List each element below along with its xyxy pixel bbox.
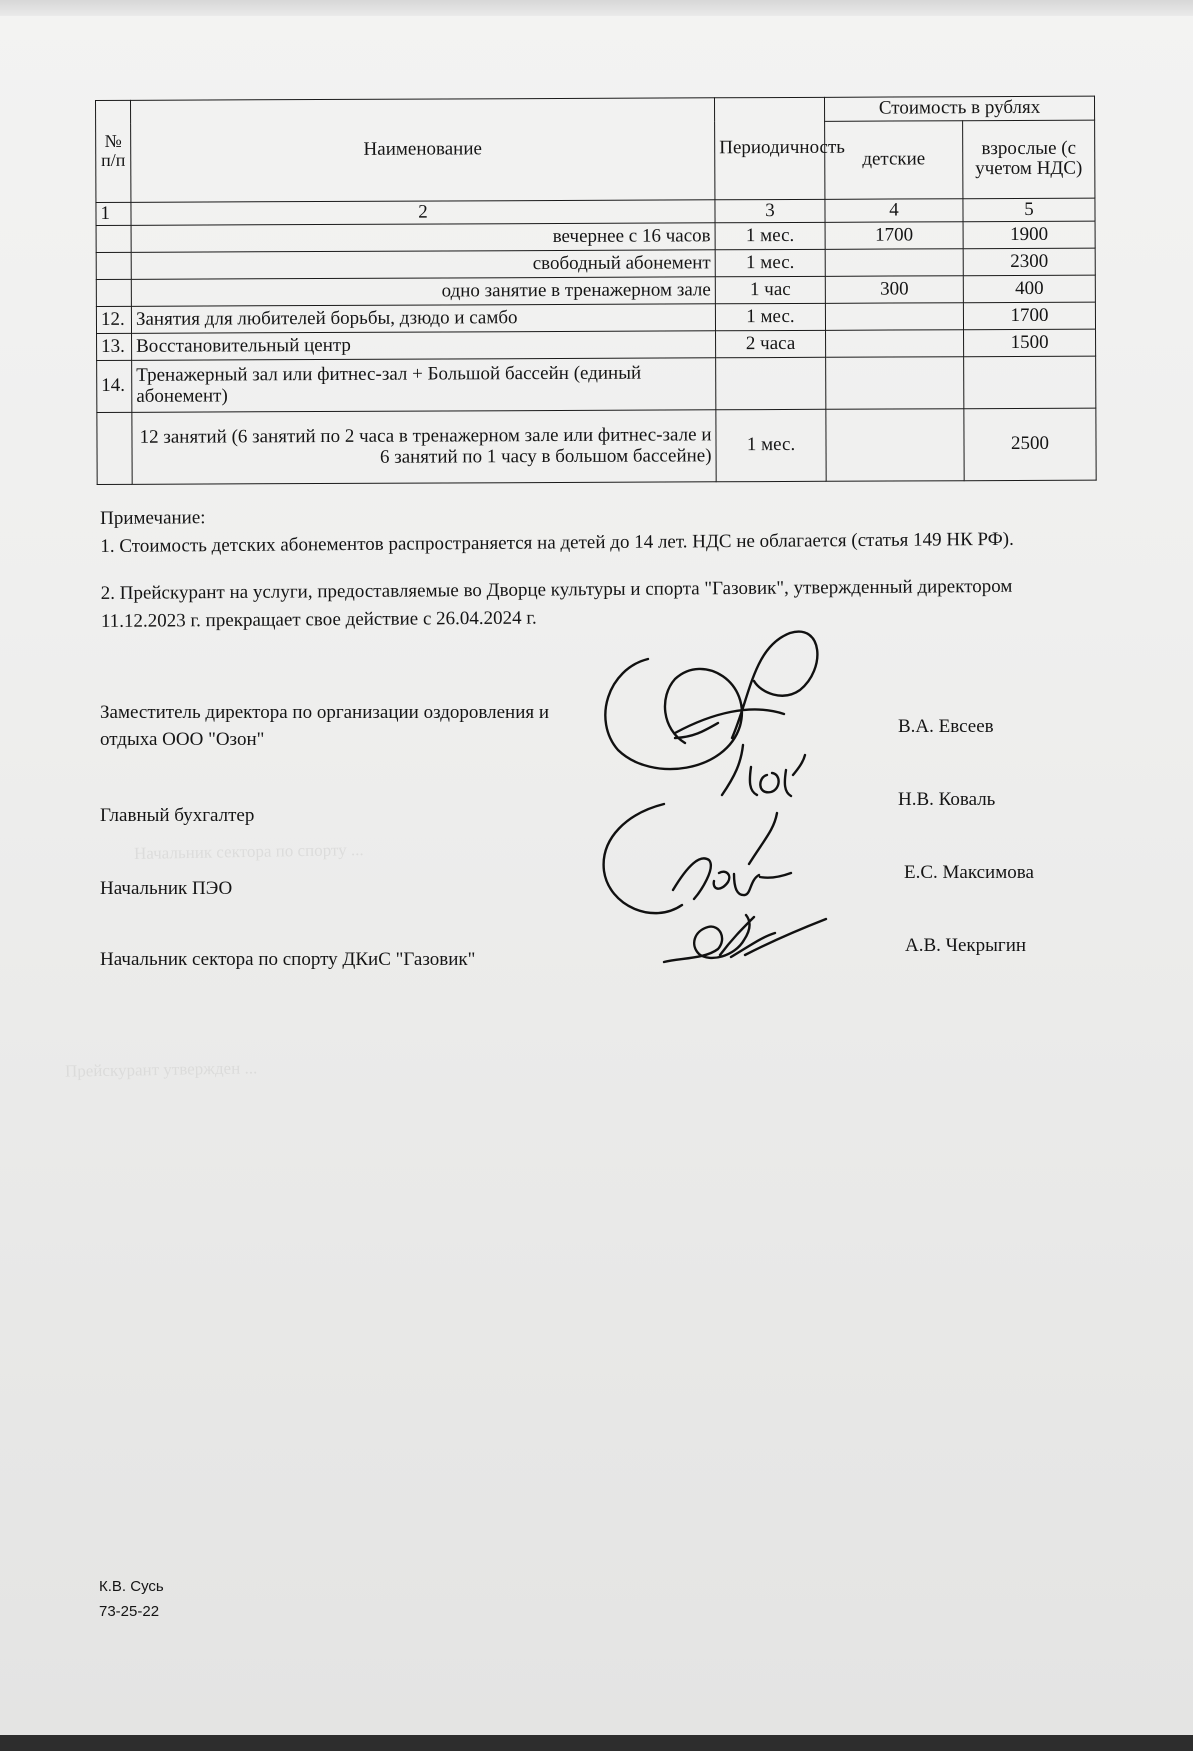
table-row <box>96 302 1095 333</box>
author-phone: 73-25-22 <box>99 1602 160 1620</box>
row-period: 1 мес. <box>716 409 826 481</box>
index-cell-2: 2 <box>131 199 715 225</box>
row-service-name: Тренажерный зал или фитнес-зал + Большой бассейн (единый абонемент) <box>132 358 716 413</box>
header-adult-price: взрослые (с учетом НДС) <box>963 120 1095 199</box>
row-adult-price: 2500 <box>964 408 1096 481</box>
index-cell-4: 4 <box>825 198 963 222</box>
row-period: 1 мес. <box>715 303 825 330</box>
author-name: К.В. Сусь <box>99 1578 164 1595</box>
row-service-name: Восстановительный центр <box>132 331 716 361</box>
signatory-name-3: Е.С. Максимова <box>904 862 1034 883</box>
row-number <box>96 225 131 252</box>
signatory-position-4: Начальник сектора по спорту ДКиС "Газовик" <box>100 949 476 970</box>
row-number: 13. <box>97 333 132 360</box>
row-period: 1 час <box>715 276 825 303</box>
row-period: 1 мес. <box>715 249 825 276</box>
header-number: № п/п <box>96 100 131 202</box>
row-children-price <box>825 249 963 277</box>
row-service-name: Занятия для любителей борьбы, дзюдо и самбо <box>131 304 715 334</box>
row-children-price: 300 <box>825 276 963 304</box>
row-adult-price: 400 <box>963 275 1095 303</box>
signatory-name-1: В.А. Евсеев <box>898 716 994 737</box>
row-adult-price: 1700 <box>963 302 1095 330</box>
notes-section <box>100 497 1091 635</box>
note-item-2: 2. Прейскурант на услуги, предоставляемые во Дворце культуры и спорта "Газовик", утвержденный директором 11.12.2023 г. прекращает свое действие с 26.04.2024 г. <box>100 575 1013 632</box>
signatory-position-1: Заместитель директора по организации оздоровления и отдыха ООО "Озон" <box>100 702 550 750</box>
note-item-1: 1. Стоимость детских абонементов распространяется на детей до 14 лет. НДС не облагается (статья 149 НК РФ). <box>100 528 1014 557</box>
row-number <box>96 279 131 306</box>
row-adult-price <box>964 356 1096 409</box>
signature-chekrygin <box>664 915 826 962</box>
price-table <box>95 96 1097 485</box>
row-number: 12. <box>96 306 131 333</box>
index-cell-5: 5 <box>963 198 1095 222</box>
signatory-name-4: А.В. Чекрыгин <box>905 935 1027 956</box>
row-number: 14. <box>97 360 132 412</box>
row-children-price <box>825 303 963 331</box>
signature-maksimova <box>604 804 791 913</box>
row-children-price <box>826 330 964 358</box>
row-service-name: 12 занятий (6 занятий по 2 часа в тренажерном зале или фитнес-зале и 6 занятий по 1 часу в большом бассейне) <box>132 410 716 485</box>
row-adult-price: 1500 <box>964 329 1096 357</box>
reverse-side-faint-text: Начальник сектора по спорту ... <box>133 839 364 864</box>
signature-koval <box>722 745 805 796</box>
header-period: Периодичность <box>714 97 824 199</box>
table-row <box>97 408 1096 484</box>
signatory-position-2: Главный бухгалтер <box>100 805 255 826</box>
row-adult-price: 1900 <box>963 221 1095 249</box>
footer-author-block <box>99 1575 164 1625</box>
header-cost-group: Стоимость в рублях <box>824 96 1094 121</box>
table-row <box>97 329 1096 360</box>
row-children-price <box>826 357 964 410</box>
handwritten-signatures <box>600 625 930 985</box>
table-row <box>96 221 1095 252</box>
signatory-name-2: Н.В. Коваль <box>898 789 996 810</box>
reverse-side-faint-text: Прейскурант утвержден ... <box>64 1058 258 1081</box>
row-children-price: 1700 <box>825 222 963 250</box>
row-service-name: свободный абонемент <box>131 250 715 280</box>
row-number <box>96 252 131 279</box>
row-service-name: одно занятие в тренажерном зале <box>131 277 715 307</box>
table-row <box>96 275 1095 306</box>
notes-title: Примечание: <box>100 507 206 529</box>
table-row <box>96 248 1095 279</box>
row-period: 2 часа <box>716 330 826 357</box>
row-service-name: вечернее с 16 часов <box>131 223 715 253</box>
signature-evseev <box>605 632 817 769</box>
header-children-price: детские <box>825 120 963 199</box>
scan-bottom-border <box>0 1735 1193 1751</box>
row-period: 1 мес. <box>715 222 825 249</box>
row-period <box>716 357 826 409</box>
header-name: Наименование <box>131 98 715 202</box>
row-children-price <box>826 409 964 482</box>
row-number <box>97 412 132 484</box>
row-adult-price: 2300 <box>963 248 1095 276</box>
index-cell-3: 3 <box>715 199 825 223</box>
table-row <box>97 356 1096 412</box>
index-cell-1: 1 <box>96 202 131 226</box>
signatory-position-3: Начальник ПЭО <box>100 878 233 899</box>
page-top-edge <box>0 0 1193 16</box>
